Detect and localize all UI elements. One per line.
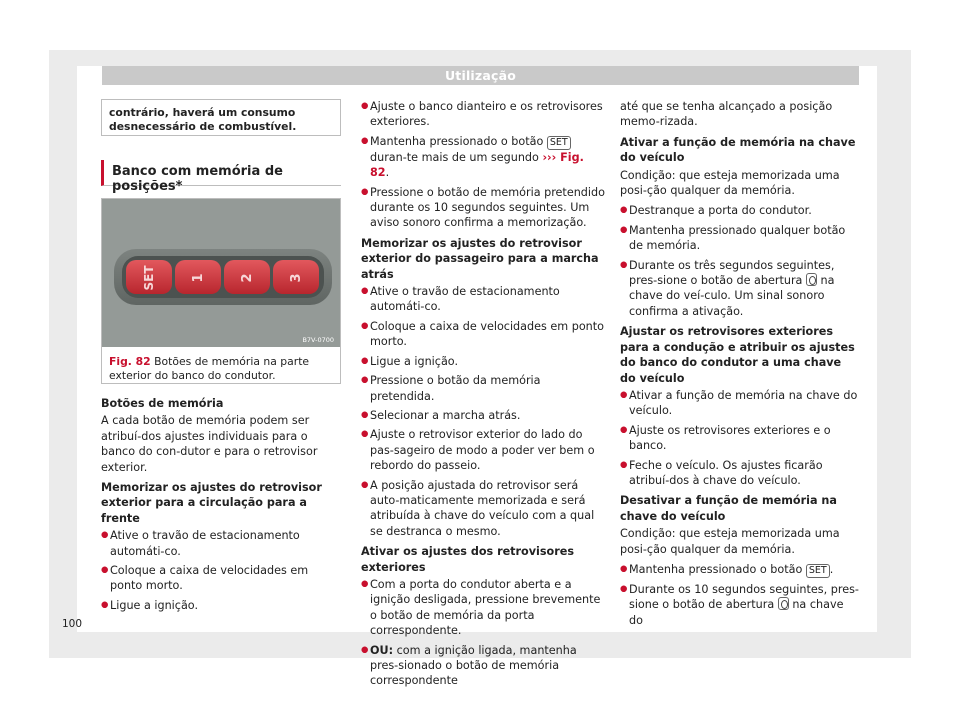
list-item: ● Ative o travão de estacionamento automáti-co. (361, 284, 605, 315)
list-item: ● Destranque a porta do condutor. (620, 203, 860, 218)
heading-deactivate-key-memory: Desativar a função de memória na chave do veículo (620, 494, 837, 523)
list-item (620, 562, 860, 578)
list-item: ● Mantenha pressionado qualquer botão de memória. (620, 223, 860, 254)
list-item: ● Com a porta do condutor aberta e a ignição desligada, pressione brevemente o botão de memória da porta correspondente. (361, 577, 605, 639)
unlock-key-icon (778, 597, 789, 610)
header-bar (102, 66, 859, 85)
text: na chave do (629, 598, 844, 627)
figure-reference: ››› Fig. 82 (370, 150, 584, 180)
heading-activate-mirrors: Ativar os ajustes dos retrovisores exteriores (361, 545, 574, 574)
unlock-key-icon (806, 273, 817, 286)
list-item (620, 582, 860, 628)
heading-memory-buttons: Botões de memória (101, 397, 224, 410)
list-item: ● Coloque a caixa de velocidades em ponto morto. (361, 319, 605, 350)
list-item: ● Ative o travão de estacionamento automáti-co. (101, 528, 343, 559)
text: com a ignição ligada, mantenha pres-sionado o botão de memória correspondente (370, 643, 577, 688)
heading-activate-key-memory: Ativar a função de memória na chave do veículo (620, 135, 856, 165)
column-1 (101, 396, 343, 617)
list-item: ● Mantenha pressionado o botão SET duran-te mais de um segundo ››› Fig. 82. (361, 134, 605, 181)
section-title: Banco com memória de posições* (101, 160, 341, 186)
note-box: contrário, haverá um consumo desnecessário de combustível. (101, 99, 341, 136)
set-key: SET (806, 564, 830, 578)
heading-memorize-reverse: Memorizar os ajustes do retrovisor exterior do passageiro para a marcha atrás (361, 236, 599, 281)
column-3 (620, 99, 860, 632)
list-item: ● Ligue a ignição. (101, 598, 343, 613)
ou-label: OU: (370, 643, 394, 657)
text: Mantenha pressionado o botão (370, 134, 544, 148)
text: duran-te mais de um segundo (370, 150, 539, 164)
list-item (361, 643, 605, 689)
text: Durante os três segundos seguintes, pres-sione o botão de abertura (629, 258, 835, 288)
list-item: ● Pressione o botão de memória pretendido durante os 10 segundos seguintes. Um aviso sonoro confirma a memorização. (361, 185, 605, 231)
figure-caption (109, 355, 334, 382)
memory-button-1-label: 1 (191, 273, 206, 283)
paragraph-memory-buttons: A cada botão de memória podem ser atribuí-dos ajustes individuais para o banco do con-dutor e para o retrovisor exterior. (101, 414, 318, 474)
text: Durante os 10 segundos seguintes, pres-sione o botão de abertura (629, 582, 859, 612)
set-key: SET (547, 136, 571, 150)
text: Mantenha pressionado o botão (629, 562, 803, 576)
paragraph-continuation: até que se tenha alcançado a posição memo-rizada. (620, 100, 833, 129)
paragraph-condition: Condição: que esteja memorizada uma posi-ção qualquer da memória. (620, 168, 840, 198)
paragraph-condition-2: Condição: que esteja memorizada uma posi-ção qualquer da memória. (620, 527, 840, 556)
memory-buttons-illustration (102, 199, 340, 347)
list-item: ● Ajuste o banco dianteiro e os retrovisores exteriores. (361, 99, 605, 130)
figure-label: Fig. 82 (109, 355, 151, 368)
figure-code: B7V-0700 (302, 336, 334, 344)
column-2 (361, 99, 605, 693)
page-number: 100 (62, 618, 83, 630)
memory-buttons-photo (102, 199, 340, 347)
heading-adjust-mirrors-key: Ajustar os retrovisores exteriores para a condução e atribuir os ajustes do banco do condutor a uma chave do veículo (620, 325, 855, 385)
list-item (620, 258, 860, 320)
list-item: ● Feche o veículo. Os ajustes ficarão atribuí-dos à chave do veículo. (620, 458, 860, 489)
heading-memorize-forward: Memorizar os ajustes do retrovisor exterior para a circulação para a frente (101, 481, 322, 525)
header-title: Utilização (444, 68, 517, 83)
figure-caption-text: Botões de memória na parte exterior do banco do condutor. (109, 355, 310, 382)
list-item: ● A posição ajustada do retrovisor será auto-maticamente memorizada e será atribuída à chave do veículo com a qual se destranca o mesmo. (361, 478, 605, 540)
text: na chave do veí-culo. Um sinal sonoro confirma a ativação. (629, 274, 835, 318)
list-item: ● Ajuste os retrovisores exteriores e o banco. (620, 423, 860, 454)
list-item: ● Ligue a ignição. (361, 354, 605, 369)
set-button-label: SET (142, 265, 156, 291)
list-item: ● Pressione o botão da memória pretendida. (361, 373, 605, 404)
text: . (829, 562, 834, 576)
memory-button-3-label: 3 (289, 273, 304, 283)
list-item: ● Ativar a função de memória na chave do veículo. (620, 388, 860, 419)
list-item: ● Ajuste o retrovisor exterior do lado do pas-sageiro de modo a poder ver bem o rebordo do passeio. (361, 427, 605, 473)
memory-button-2-label: 2 (240, 273, 255, 283)
figure-82 (101, 198, 341, 384)
list-item: ● Selecionar a marcha atrás. (361, 408, 605, 423)
list-item: ● Coloque a caixa de velocidades em ponto morto. (101, 563, 343, 594)
